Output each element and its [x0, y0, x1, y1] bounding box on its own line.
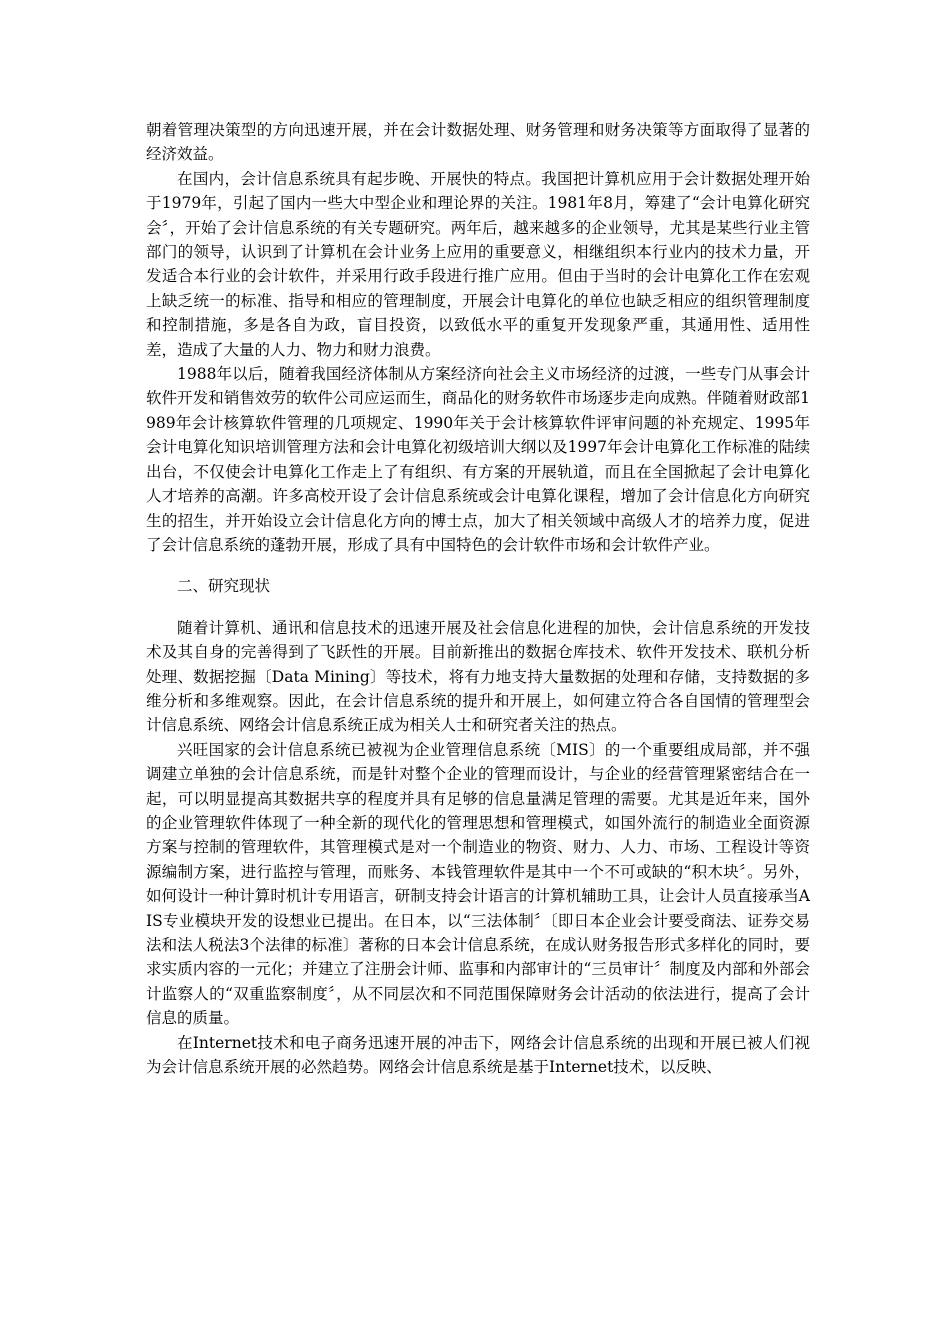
paragraph-technology-progress: 随着计算机、通讯和信息技术的迅速开展及社会信息化进程的加快，会计信息系统的开发技术及其自身的完善得到了飞跃性的开展。目前新推出的数据仓库技术、软件开发技术、联机分析处理、数据挖掘〔Data Mining〕等技术，将有力地支持大量数据的处理和存储，支持数据的多维分析和多维观察。因此，在会计信息系统的提升和开展上，如何建立符合各自国情的管理型会计信息系统、网络会计信息系统正成为相关人士和研究者关注的热点。: [146, 618, 810, 735]
section-heading: 二、研究现状: [177, 577, 271, 596]
document-page: [146, 118, 810, 1079]
paragraph-internet-accounting: 在Internet技术和电子商务迅速开展的冲击下，网络会计信息系统的出现和开展已被人们视为会计信息系统开展的必然趋势。网络会计信息系统是基于Internet技术，以反映、: [146, 1033, 810, 1077]
paragraph-domestic-development: 在国内，会计信息系统具有起步晚、开展快的特点。我国把计算机应用于会计数据处理开始于1979年，引起了国内一些大中型企业和理论界的关注。1981年8月，筹建了“会计电算化研究会〞，开始了会计信息系统的有关专题研究。两年后，越来越多的企业领导，尤其是某些行业主管部门的领导，认识到了计算机在会计业务上应用的重要意义，相继组织本行业内的技术力量，开发适合本行业的会计软件，并采用行政手段进行推广应用。但由于当时的会计电算化工作在宏观上缺乏统一的标准、指导和相应的管理制度，开展会计电算化的单位也缺乏相应的组织管理制度和控制措施，多是各自为政，盲目投资，以致低水平的重复开发现象严重，其通用性、适用性差，造成了大量的人力、物力和财力浪费。: [146, 169, 810, 359]
paragraph-continuation: 朝着管理决策型的方向迅速开展，并在会计数据处理、财务管理和财务决策等方面取得了显著的经济效益。: [146, 121, 810, 164]
paragraph-market-maturity: 1988年以后，随着我国经济体制从方案经济向社会主义市场经济的过渡，一些专门从事会计软件开发和销售效劳的软件公司应运而生，商品化的财务软件市场逐步走向成熟。伴随着财政部1989年会计核算软件管理的几项规定、1990年关于会计核算软件评审问题的补充规定、1995年会计电算化知识培训管理方法和会计电算化初级培训大纲以及1997年会计电算化工作标准的陆续出台，不仅使会计电算化工作走上了有组织、有方案的开展轨道，而且在全国掀起了会计电算化人才培养的高潮。许多高校开设了会计信息系统或会计电算化课程，增加了会计信息化方向研究生的招生，并开始设立会计信息化方向的博士点，加大了相关领域中高级人才的培养力度，促进了会计信息系统的蓬勃开展，形成了具有中国特色的会计软件市场和会计软件产业。: [146, 365, 810, 554]
paragraph-developed-countries: 兴旺国家的会计信息系统已被视为企业管理信息系统〔MIS〕的一个重要组成局部，并不强调建立单独的会计信息系统，而是针对整个企业的管理而设计，与企业的经营管理紧密结合在一起，可以明显提高其数据共享的程度并具有足够的信息量满足管理的需要。尤其是近年来，国外的企业管理软件体现了一种全新的现代化的管理思想和管理模式，如国外流行的制造业全面资源方案与控制的管理软件，其管理模式是对一个制造业的物资、财力、人力、市场、工程设计等资源编制方案，进行监控与管理，而账务、本钱管理软件是其中一个不可或缺的“积木块〞。另外，如何设计一种计算时机计专用语言，研制支持会计语言的计算机辅助工具，让会计人员直接承当AIS专业模块开发的设想业已提出。在日本，以“三法体制〞〔即日本企业会计要受商法、证券交易法和法人税法3个法律的标准〕著称的日本会计信息系统，在成认财务报告形式多样化的同时，要求实质内容的一元化；并建立了注册会计师、监事和内部审计的“三员审计〞制度及内部和外部会计监察人的“双重监察制度〞，从不同层次和不同范围保障财务会计活动的依法进行，提高了会计信息的质量。: [146, 740, 810, 1028]
